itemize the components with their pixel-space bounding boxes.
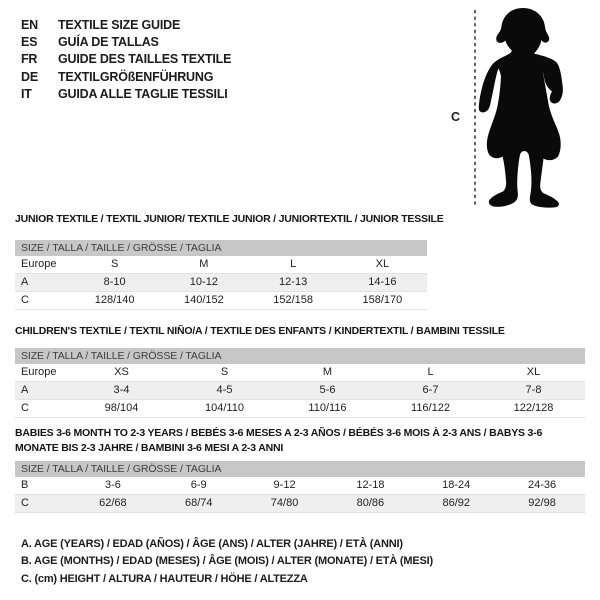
size-cell: 62/68 bbox=[99, 497, 127, 509]
table-row bbox=[15, 495, 585, 513]
size-cell: 6-9 bbox=[190, 479, 207, 491]
height-measure-label: C bbox=[451, 110, 461, 124]
size-cell: 9-12 bbox=[273, 479, 296, 491]
lang-label: GUIDE DES TAILLES TEXTILE bbox=[58, 52, 232, 67]
size-cell: 152/158 bbox=[273, 293, 313, 306]
size-cell: 7-8 bbox=[525, 383, 542, 396]
size-cell: XL bbox=[375, 257, 390, 270]
lang-row-it bbox=[21, 86, 231, 103]
language-header bbox=[21, 17, 231, 103]
size-cell: 86/92 bbox=[442, 497, 470, 509]
size-cell: L bbox=[427, 365, 434, 378]
table-title: CHILDREN'S TEXTILE / TEXTIL NIÑO/A / TEXTILE DES ENFANTS / KINDERTEXTIL / BAMBINI TESSILE bbox=[15, 325, 505, 337]
lang-label: TEXTILGRÖßENFÜHRUNG bbox=[58, 69, 214, 84]
size-cell: 4-5 bbox=[216, 383, 233, 396]
table-title: JUNIOR TEXTILE / TEXTIL JUNIOR/ TEXTILE JUNIOR / JUNIORTEXTIL / JUNIOR TESSILE bbox=[15, 213, 444, 225]
size-cell: XS bbox=[114, 365, 129, 378]
lang-label: GUÍA DE TALLAS bbox=[58, 35, 159, 50]
table-row bbox=[15, 256, 427, 274]
size-cell: 68/74 bbox=[184, 497, 213, 509]
size-cell: 110/116 bbox=[308, 401, 347, 414]
size-cell: M bbox=[199, 257, 209, 270]
lang-code: IT bbox=[21, 86, 32, 101]
size-header-bar: SIZE / TALLA / TAILLE / GRÖSSE / TAGLIA bbox=[15, 348, 585, 364]
lang-code: FR bbox=[21, 52, 38, 67]
size-cell: 14-16 bbox=[368, 275, 397, 288]
size-cell: 122/128 bbox=[513, 401, 554, 414]
size-cell: 74/80 bbox=[270, 497, 299, 509]
size-cell: S bbox=[110, 257, 119, 270]
row-label: C bbox=[21, 401, 29, 414]
size-cell: 3-4 bbox=[113, 383, 130, 396]
size-cell: 140/152 bbox=[183, 293, 224, 306]
size-cell: 98/104 bbox=[104, 401, 139, 414]
size-cell: 80/86 bbox=[356, 497, 385, 509]
lang-row-en bbox=[21, 17, 231, 34]
size-table bbox=[15, 461, 585, 513]
lang-row-de bbox=[21, 69, 231, 86]
size-cell: 12-13 bbox=[279, 275, 308, 288]
table-row bbox=[15, 477, 585, 495]
size-cell: L bbox=[290, 257, 297, 270]
size-table bbox=[15, 240, 427, 310]
lang-code: DE bbox=[21, 69, 38, 84]
size-cell: 12-18 bbox=[356, 479, 385, 491]
size-cell: 24-36 bbox=[527, 479, 557, 491]
lang-row-fr bbox=[21, 51, 231, 68]
table-row bbox=[15, 292, 427, 310]
row-label: Europe bbox=[21, 257, 57, 270]
row-label: C bbox=[21, 293, 29, 306]
lang-label: TEXTILE SIZE GUIDE bbox=[58, 18, 181, 32]
toddler-silhouette-icon bbox=[479, 8, 563, 208]
size-cell: 116/122 bbox=[411, 401, 450, 414]
size-table-section-junior bbox=[15, 212, 585, 310]
table-row bbox=[15, 400, 585, 418]
lang-code: ES bbox=[21, 35, 38, 50]
size-cell: 8-10 bbox=[103, 275, 126, 288]
size-cell: 3-6 bbox=[104, 479, 121, 491]
lang-code: EN bbox=[21, 18, 38, 32]
footnote-b: B. AGE (MONTHS) / EDAD (MESES) / ÂGE (MOIS) / ALTER (MONATE) / ETÀ (MESI) bbox=[21, 555, 433, 568]
size-header-bar: SIZE / TALLA / TAILLE / GRÖSSE / TAGLIA bbox=[15, 240, 427, 256]
size-cell: 18-24 bbox=[442, 479, 471, 491]
footnote-a: A. AGE (YEARS) / EDAD (AÑOS) / ÂGE (ANS) / ALTER (JAHRE) / ETÀ (ANNI) bbox=[21, 538, 403, 550]
size-cell: S bbox=[220, 365, 229, 378]
lang-row-es bbox=[21, 34, 231, 51]
size-table-section-children bbox=[15, 324, 585, 418]
row-label: C bbox=[21, 497, 29, 509]
footnote-c: C. (cm) HEIGHT / ALTURA / HAUTEUR / HÖHE / ALTEZZA bbox=[21, 572, 308, 585]
toddler-silhouette-figure bbox=[440, 0, 600, 215]
lang-label: GUIDA ALLE TAGLIE TESSILI bbox=[58, 86, 228, 101]
table-row bbox=[15, 364, 585, 382]
size-cell: 5-6 bbox=[319, 383, 336, 396]
table-title: BABIES 3-6 MONTH TO 2-3 YEARS / BEBÉS 3-6 MESES A 2-3 AÑOS / BÉBÉS 3-6 MOIS À 2-3 ANS / BABYS 3-6 MONATE BIS 2-3 JAHRE / BAMBINI 3-6 MESI A 2-3 ANNI bbox=[15, 427, 543, 454]
size-cell: 6-7 bbox=[422, 383, 439, 396]
size-cell: 92/98 bbox=[528, 497, 556, 509]
figure-svg bbox=[440, 0, 600, 215]
size-table-section-babies bbox=[15, 426, 585, 513]
size-header-bar: SIZE / TALLA / TAILLE / GRÖSSE / TAGLIA bbox=[15, 461, 585, 477]
size-cell: 104/110 bbox=[205, 401, 244, 414]
table-row bbox=[15, 382, 585, 400]
row-label: B bbox=[21, 479, 29, 491]
size-cell: 158/170 bbox=[362, 293, 403, 306]
size-cell: M bbox=[322, 365, 333, 378]
size-cell: 128/140 bbox=[94, 293, 135, 306]
row-label: Europe bbox=[21, 365, 57, 378]
size-cell: 10-12 bbox=[189, 275, 218, 288]
footnote-list bbox=[21, 536, 433, 588]
table-row bbox=[15, 274, 427, 292]
row-label: A bbox=[21, 383, 29, 396]
size-table bbox=[15, 348, 585, 418]
size-cell: XL bbox=[526, 365, 541, 378]
row-label: A bbox=[21, 275, 29, 288]
